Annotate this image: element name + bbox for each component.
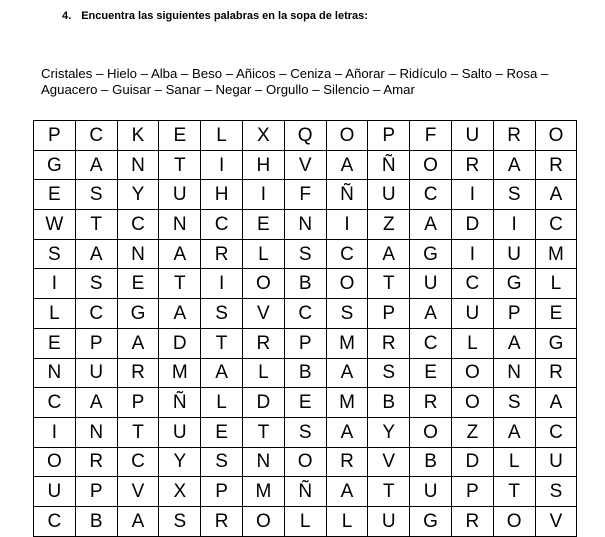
grid-cell[interactable]: Z bbox=[451, 417, 493, 447]
grid-cell[interactable]: L bbox=[451, 328, 493, 358]
grid-cell[interactable]: C bbox=[326, 239, 368, 269]
grid-cell[interactable]: Ñ bbox=[326, 180, 368, 210]
grid-cell[interactable]: R bbox=[117, 358, 159, 388]
grid-cell[interactable]: S bbox=[34, 239, 76, 269]
grid-cell[interactable]: S bbox=[284, 417, 326, 447]
grid-cell[interactable]: L bbox=[284, 506, 326, 536]
grid-row bbox=[34, 328, 577, 358]
grid-cell[interactable]: O bbox=[326, 269, 368, 299]
grid-cell[interactable]: O bbox=[284, 447, 326, 477]
grid-cell[interactable]: G bbox=[410, 239, 452, 269]
grid-cell[interactable]: V bbox=[242, 299, 284, 329]
grid-cell[interactable]: O bbox=[451, 388, 493, 418]
grid-cell[interactable]: A bbox=[493, 417, 535, 447]
grid-cell[interactable]: P bbox=[75, 328, 117, 358]
grid-cell[interactable]: M bbox=[242, 477, 284, 507]
grid-cell[interactable]: R bbox=[201, 239, 243, 269]
grid-row bbox=[34, 180, 577, 210]
grid-cell[interactable]: N bbox=[34, 358, 76, 388]
grid-cell[interactable]: E bbox=[117, 269, 159, 299]
grid-row bbox=[34, 388, 577, 418]
grid-cell[interactable]: Ñ bbox=[159, 388, 201, 418]
grid-cell[interactable]: U bbox=[451, 121, 493, 151]
grid-cell[interactable]: M bbox=[326, 328, 368, 358]
grid-cell[interactable]: T bbox=[159, 150, 201, 180]
grid-cell[interactable]: P bbox=[284, 328, 326, 358]
grid-cell[interactable]: A bbox=[117, 328, 159, 358]
grid-row bbox=[34, 210, 577, 240]
grid-cell[interactable]: A bbox=[75, 239, 117, 269]
grid-cell[interactable]: O bbox=[34, 447, 76, 477]
grid-cell[interactable]: D bbox=[451, 210, 493, 240]
grid-cell[interactable]: T bbox=[242, 417, 284, 447]
grid-cell[interactable]: D bbox=[159, 328, 201, 358]
grid-cell[interactable]: A bbox=[493, 150, 535, 180]
grid-cell[interactable]: C bbox=[284, 299, 326, 329]
grid-cell[interactable]: A bbox=[201, 358, 243, 388]
grid-cell[interactable]: I bbox=[201, 150, 243, 180]
grid-cell[interactable]: O bbox=[242, 506, 284, 536]
grid-cell[interactable]: A bbox=[326, 358, 368, 388]
grid-cell[interactable]: S bbox=[493, 180, 535, 210]
grid-cell[interactable]: A bbox=[326, 150, 368, 180]
grid-cell[interactable]: N bbox=[493, 358, 535, 388]
exercise-heading bbox=[62, 10, 368, 22]
grid-cell[interactable]: P bbox=[201, 477, 243, 507]
grid-cell[interactable]: A bbox=[326, 417, 368, 447]
grid-cell[interactable]: A bbox=[410, 299, 452, 329]
grid-cell[interactable]: O bbox=[535, 121, 577, 151]
grid-cell[interactable]: I bbox=[493, 210, 535, 240]
grid-row bbox=[34, 299, 577, 329]
grid-cell[interactable]: O bbox=[451, 358, 493, 388]
grid-cell[interactable]: N bbox=[159, 210, 201, 240]
grid-cell[interactable]: S bbox=[493, 388, 535, 418]
grid-cell[interactable]: R bbox=[75, 447, 117, 477]
grid-cell[interactable]: R bbox=[201, 506, 243, 536]
grid-cell[interactable]: C bbox=[201, 210, 243, 240]
grid-cell[interactable]: L bbox=[201, 388, 243, 418]
grid-cell[interactable]: A bbox=[159, 299, 201, 329]
grid-cell[interactable]: G bbox=[410, 506, 452, 536]
grid-cell[interactable]: E bbox=[34, 180, 76, 210]
grid-cell[interactable]: T bbox=[368, 477, 410, 507]
grid-cell[interactable]: X bbox=[242, 121, 284, 151]
grid-cell[interactable]: I bbox=[201, 269, 243, 299]
grid-cell[interactable]: L bbox=[201, 121, 243, 151]
word-search-grid bbox=[33, 120, 577, 537]
grid-cell[interactable]: C bbox=[117, 210, 159, 240]
grid-cell[interactable]: C bbox=[117, 447, 159, 477]
grid-cell[interactable]: S bbox=[201, 299, 243, 329]
grid-cell[interactable]: N bbox=[242, 447, 284, 477]
grid-cell[interactable]: L bbox=[535, 269, 577, 299]
grid-cell[interactable]: S bbox=[368, 358, 410, 388]
grid-cell[interactable]: U bbox=[368, 180, 410, 210]
grid-cell[interactable]: V bbox=[117, 477, 159, 507]
grid-cell[interactable]: G bbox=[493, 269, 535, 299]
grid-cell[interactable]: L bbox=[493, 447, 535, 477]
grid-cell[interactable]: R bbox=[493, 121, 535, 151]
grid-cell[interactable]: U bbox=[451, 299, 493, 329]
grid-cell[interactable]: I bbox=[326, 210, 368, 240]
grid-cell[interactable]: S bbox=[284, 239, 326, 269]
grid-cell[interactable]: Y bbox=[117, 180, 159, 210]
grid-cell[interactable]: H bbox=[242, 150, 284, 180]
grid-cell[interactable]: S bbox=[326, 299, 368, 329]
grid-cell[interactable]: X bbox=[159, 477, 201, 507]
grid-cell[interactable]: L bbox=[34, 299, 76, 329]
grid-cell[interactable]: L bbox=[326, 506, 368, 536]
grid-cell[interactable]: E bbox=[201, 417, 243, 447]
grid-cell[interactable]: C bbox=[451, 269, 493, 299]
grid-cell[interactable]: H bbox=[201, 180, 243, 210]
grid-cell[interactable]: I bbox=[451, 180, 493, 210]
grid-cell[interactable]: Y bbox=[368, 417, 410, 447]
grid-cell[interactable]: P bbox=[493, 299, 535, 329]
grid-cell[interactable]: P bbox=[117, 388, 159, 418]
grid-row bbox=[34, 121, 577, 151]
grid-cell[interactable]: B bbox=[284, 358, 326, 388]
grid-cell[interactable]: U bbox=[493, 239, 535, 269]
grid-cell[interactable]: T bbox=[368, 269, 410, 299]
grid-cell[interactable]: G bbox=[535, 328, 577, 358]
grid-cell[interactable]: O bbox=[493, 506, 535, 536]
grid-cell[interactable]: C bbox=[34, 388, 76, 418]
exercise-instruction: Encuentra las siguientes palabras en la sopa de letras: bbox=[81, 10, 368, 22]
grid-cell[interactable]: C bbox=[535, 210, 577, 240]
grid-cell[interactable]: C bbox=[535, 417, 577, 447]
grid-cell[interactable]: C bbox=[34, 506, 76, 536]
grid-cell[interactable]: K bbox=[117, 121, 159, 151]
grid-cell[interactable]: U bbox=[159, 417, 201, 447]
grid-cell[interactable]: E bbox=[284, 388, 326, 418]
grid-cell[interactable]: U bbox=[34, 477, 76, 507]
grid-cell[interactable]: M bbox=[535, 239, 577, 269]
grid-cell[interactable]: A bbox=[535, 180, 577, 210]
grid-cell[interactable]: P bbox=[34, 121, 76, 151]
grid-cell[interactable]: R bbox=[451, 506, 493, 536]
grid-cell[interactable]: A bbox=[368, 239, 410, 269]
grid-cell[interactable]: S bbox=[75, 180, 117, 210]
grid-cell[interactable]: C bbox=[410, 180, 452, 210]
grid-cell[interactable]: A bbox=[159, 239, 201, 269]
grid-cell[interactable]: B bbox=[284, 269, 326, 299]
grid-cell[interactable]: M bbox=[326, 388, 368, 418]
grid-cell[interactable]: S bbox=[75, 269, 117, 299]
grid-cell[interactable]: Ñ bbox=[284, 477, 326, 507]
grid-cell[interactable]: T bbox=[493, 477, 535, 507]
grid-cell[interactable]: L bbox=[242, 358, 284, 388]
grid-row bbox=[34, 447, 577, 477]
grid-cell[interactable]: T bbox=[159, 269, 201, 299]
grid-row bbox=[34, 239, 577, 269]
grid-cell[interactable]: Ñ bbox=[368, 150, 410, 180]
grid-cell[interactable]: O bbox=[410, 417, 452, 447]
grid-cell[interactable]: E bbox=[410, 358, 452, 388]
grid-cell[interactable]: D bbox=[242, 388, 284, 418]
grid-cell[interactable]: U bbox=[535, 447, 577, 477]
grid-cell[interactable]: Z bbox=[368, 210, 410, 240]
grid-cell[interactable]: E bbox=[242, 210, 284, 240]
grid-row bbox=[34, 269, 577, 299]
grid-cell[interactable]: Q bbox=[284, 121, 326, 151]
grid-cell[interactable]: L bbox=[242, 239, 284, 269]
grid-cell[interactable]: E bbox=[535, 299, 577, 329]
grid-cell[interactable]: T bbox=[117, 417, 159, 447]
grid-cell[interactable]: V bbox=[284, 150, 326, 180]
grid-cell[interactable]: B bbox=[368, 388, 410, 418]
grid-cell[interactable]: I bbox=[242, 180, 284, 210]
grid-cell[interactable]: A bbox=[493, 328, 535, 358]
word-list bbox=[41, 66, 601, 98]
grid-cell[interactable]: A bbox=[117, 506, 159, 536]
grid-cell[interactable]: R bbox=[410, 388, 452, 418]
grid-cell[interactable]: A bbox=[326, 477, 368, 507]
grid-cell[interactable]: P bbox=[451, 477, 493, 507]
grid-cell[interactable]: F bbox=[410, 121, 452, 151]
grid-cell[interactable]: U bbox=[159, 180, 201, 210]
grid-cell[interactable]: R bbox=[242, 328, 284, 358]
grid-cell[interactable]: R bbox=[451, 150, 493, 180]
grid-cell[interactable]: P bbox=[368, 299, 410, 329]
grid-cell[interactable]: I bbox=[34, 417, 76, 447]
grid-cell[interactable]: W bbox=[34, 210, 76, 240]
grid-cell[interactable]: C bbox=[75, 299, 117, 329]
grid-cell[interactable]: C bbox=[410, 328, 452, 358]
grid-cell[interactable]: O bbox=[326, 121, 368, 151]
grid-cell[interactable]: N bbox=[117, 150, 159, 180]
grid-cell[interactable]: S bbox=[535, 477, 577, 507]
grid-cell[interactable]: R bbox=[368, 328, 410, 358]
grid-cell[interactable]: O bbox=[242, 269, 284, 299]
grid-cell[interactable]: A bbox=[75, 150, 117, 180]
grid-cell[interactable]: B bbox=[410, 447, 452, 477]
grid-cell[interactable]: V bbox=[368, 447, 410, 477]
grid-row bbox=[34, 477, 577, 507]
grid-cell[interactable]: R bbox=[326, 447, 368, 477]
grid-cell[interactable]: I bbox=[34, 269, 76, 299]
grid-cell[interactable]: A bbox=[410, 210, 452, 240]
word-list-line-1: Cristales – Hielo – Alba – Beso – Añicos – Ceniza – Añorar – Ridículo – Salto – Rosa – bbox=[41, 66, 549, 81]
grid-cell[interactable]: T bbox=[75, 210, 117, 240]
grid-cell[interactable]: U bbox=[75, 358, 117, 388]
grid-cell[interactable]: P bbox=[75, 477, 117, 507]
grid-cell[interactable]: B bbox=[75, 506, 117, 536]
grid-cell[interactable]: N bbox=[75, 417, 117, 447]
grid-cell[interactable]: R bbox=[535, 150, 577, 180]
grid-cell[interactable]: N bbox=[284, 210, 326, 240]
grid-cell[interactable]: V bbox=[535, 506, 577, 536]
grid-cell[interactable]: G bbox=[117, 299, 159, 329]
grid-cell[interactable]: A bbox=[75, 388, 117, 418]
grid-cell[interactable]: M bbox=[159, 358, 201, 388]
word-list-line-2: Aguacero – Guisar – Sanar – Negar – Orgullo – Silencio – Amar bbox=[41, 82, 415, 97]
grid-cell[interactable]: A bbox=[535, 388, 577, 418]
grid-cell[interactable]: F bbox=[284, 180, 326, 210]
grid-cell[interactable]: U bbox=[410, 269, 452, 299]
exercise-number: 4. bbox=[62, 10, 72, 22]
grid-cell[interactable]: E bbox=[34, 328, 76, 358]
grid-row bbox=[34, 358, 577, 388]
grid-cell[interactable]: R bbox=[535, 358, 577, 388]
grid-cell[interactable]: D bbox=[451, 447, 493, 477]
grid-cell[interactable]: S bbox=[159, 506, 201, 536]
grid-cell[interactable]: T bbox=[201, 328, 243, 358]
grid-cell[interactable]: P bbox=[368, 121, 410, 151]
grid-cell[interactable]: U bbox=[410, 477, 452, 507]
grid-cell[interactable]: Y bbox=[159, 447, 201, 477]
grid-row bbox=[34, 150, 577, 180]
grid-cell[interactable]: G bbox=[34, 150, 76, 180]
grid-cell[interactable]: N bbox=[117, 239, 159, 269]
grid-cell[interactable]: U bbox=[368, 506, 410, 536]
grid-cell[interactable]: O bbox=[410, 150, 452, 180]
grid-cell[interactable]: E bbox=[159, 121, 201, 151]
grid-cell[interactable]: C bbox=[75, 121, 117, 151]
grid-cell[interactable]: I bbox=[451, 239, 493, 269]
grid-cell[interactable]: S bbox=[201, 447, 243, 477]
grid-row bbox=[34, 417, 577, 447]
